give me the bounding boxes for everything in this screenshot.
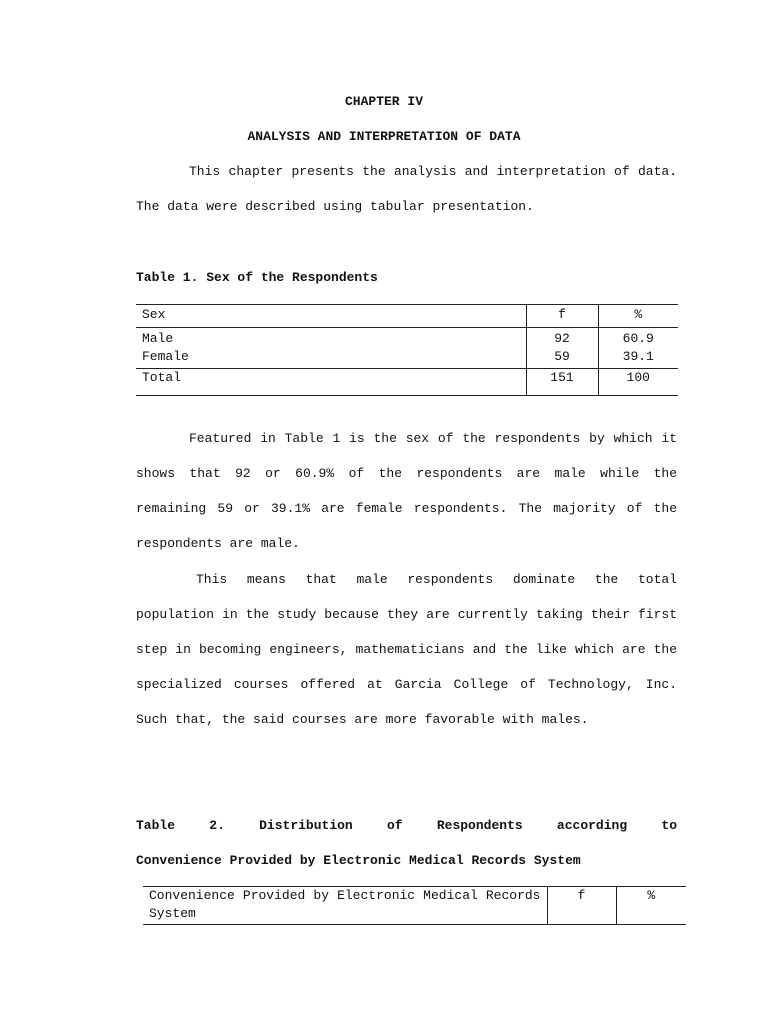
intro-paragraph: This chapter presents the analysis and interpretation of data. The data were described using tabular presentation. [136, 164, 677, 214]
table2-header-f: f [547, 887, 616, 925]
analysis-paragraph: Featured in Table 1 is the sex of the respondents by which it shows that 92 or 60.9% of the respondents are male while the remaining 59 or 39.1% are female respondents. The majority of the respondents are male. [136, 431, 677, 551]
table1-body-row [136, 328, 678, 369]
table1-total-label: Total [142, 370, 182, 385]
table1-header-row [136, 305, 678, 328]
table2-convenience-emr [143, 886, 686, 925]
table1-header-percent: % [598, 305, 678, 328]
table1-row-label: Female [142, 349, 189, 364]
chapter-number: CHAPTER IV [344, 94, 423, 109]
table2-caption-line2: Convenience Provided by Electronic Medical Records System [136, 853, 581, 868]
table1-sex-of-respondents [136, 304, 678, 396]
table2-header-row [143, 887, 686, 925]
table1-row-percent: 60.9 [622, 331, 654, 346]
table2-header-convenience: Convenience Provided by Electronic Medical Records System [149, 888, 541, 921]
table2-caption-line1: Table 2. Distribution of Respondents according to [136, 818, 677, 833]
table1-row-label: Male [142, 331, 174, 346]
chapter-heading: ANALYSIS AND INTERPRETATION OF DATA [247, 129, 521, 144]
table1-row-percent: 39.1 [622, 349, 654, 364]
table2-header-percent: % [616, 887, 686, 925]
interpretation-paragraph: This means that male respondents dominate the total population in the study because they are currently taking their first step in becoming engineers, mathematicians and the like which are the specialized courses offered at Garcia College of Technology, Inc. Such that, the said courses are more favorable with males. [136, 572, 677, 727]
table1-row-f: 59 [554, 349, 570, 364]
table1-f-cell [526, 328, 598, 369]
table1-header-sex: Sex [136, 305, 526, 328]
table1-row-f: 92 [554, 331, 570, 346]
table1-total-percent: 100 [598, 369, 678, 396]
table1-sex-cell [136, 328, 526, 369]
table1-caption: Table 1. Sex of the Respondents [136, 270, 378, 285]
table1-total-row [136, 369, 678, 396]
table1-header-f: f [526, 305, 598, 328]
table1-percent-cell [598, 328, 678, 369]
table1-total-f: 151 [526, 369, 598, 396]
